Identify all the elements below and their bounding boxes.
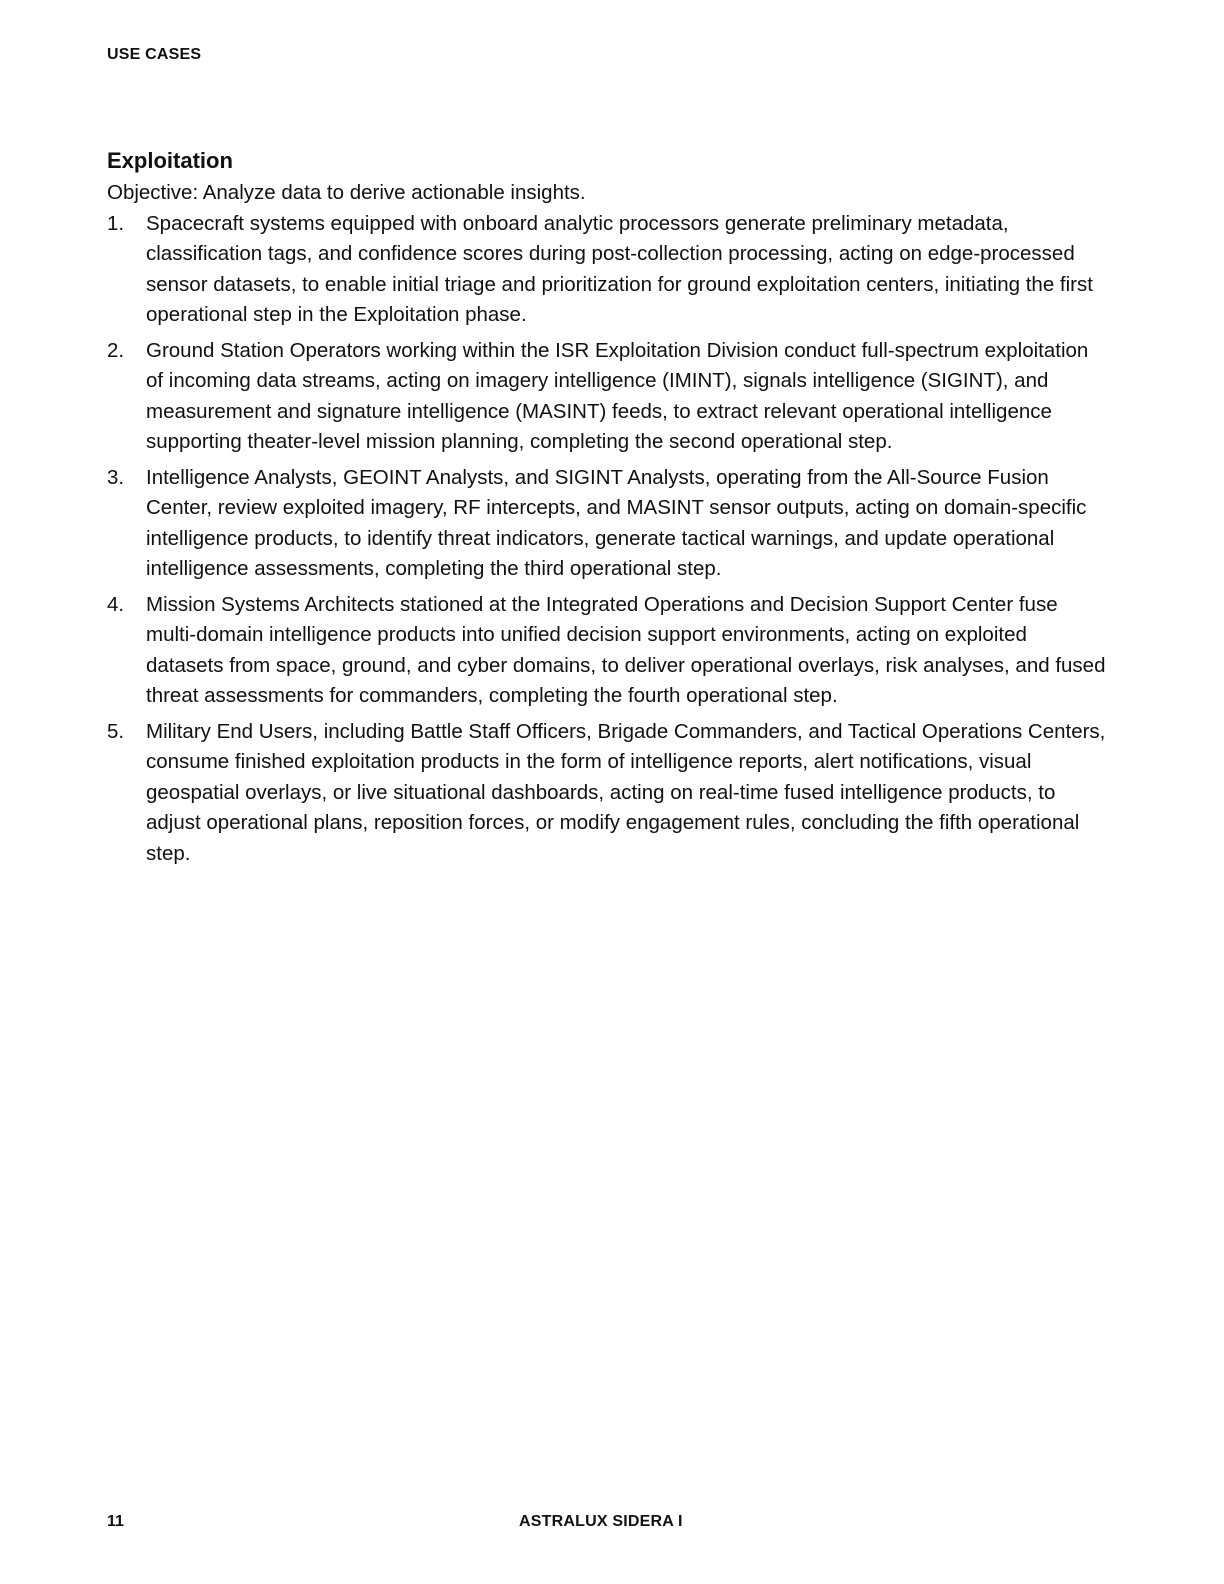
list-item <box>107 463 1107 585</box>
step-text: Intelligence Analysts, GEOINT Analysts, and SIGINT Analysts, operating from the All-Source Fusion Center, review exploited imagery, RF intercepts, and MASINT sensor outputs, acting on domain-specific intelligence products, to identify threat indicators, generate tactical warnings, and update operational intelligence assessments, completing the third operational step. <box>146 465 1087 580</box>
steps-list <box>107 209 1107 870</box>
step-number: 3. <box>107 465 125 489</box>
step-text: Military End Users, including Battle Staff Officers, Brigade Commanders, and Tactical Operations Centers, consume finished exploitation products in the form of intelligence reports, alert notifications, visual geospatial overlays, or live situational dashboards, acting on real-time fused intelligence products, to adjust operational plans, reposition forces, or modify engagement rules, concluding the fifth operational step. <box>146 719 1106 865</box>
step-text: Ground Station Operators working within the ISR Exploitation Division conduct full-spectrum exploitation of incoming data streams, acting on imagery intelligence (IMINT), signals intelligence (SIGINT), and measurement and signature intelligence (MASINT) feeds, to extract relevant operational intelligence supporting theater-level mission planning, completing the second operational step. <box>146 338 1089 453</box>
list-item <box>107 209 1107 331</box>
document-title: ASTRALUX SIDERA I <box>519 1513 683 1530</box>
main-content <box>107 146 1107 874</box>
step-text: Mission Systems Architects stationed at the Integrated Operations and Decision Support Center fuse multi-domain intelligence products into unified decision support environments, acting on exploited datasets from space, ground, and cyber domains, to deliver operational overlays, risk analyses, and fused threat assessments for commanders, completing the fourth operational step. <box>146 592 1106 707</box>
step-text: Spacecraft systems equipped with onboard analytic processors generate preliminary metadata, classification tags, and confidence scores during post-collection processing, acting on edge-processed sensor datasets, to enable initial triage and prioritization for ground exploitation centers, initiating the first operational step in the Exploitation phase. <box>146 211 1093 326</box>
list-item <box>107 590 1107 712</box>
step-number: 2. <box>107 338 125 362</box>
objective-text: Objective: Analyze data to derive actionable insights. <box>107 181 586 204</box>
step-number: 1. <box>107 211 125 235</box>
list-item <box>107 717 1107 870</box>
list-item <box>107 336 1107 458</box>
section-title: Exploitation <box>107 148 233 173</box>
step-number: 5. <box>107 719 125 743</box>
step-number: 4. <box>107 592 125 616</box>
running-header: USE CASES <box>107 46 202 63</box>
page-number: 11 <box>107 1513 124 1530</box>
